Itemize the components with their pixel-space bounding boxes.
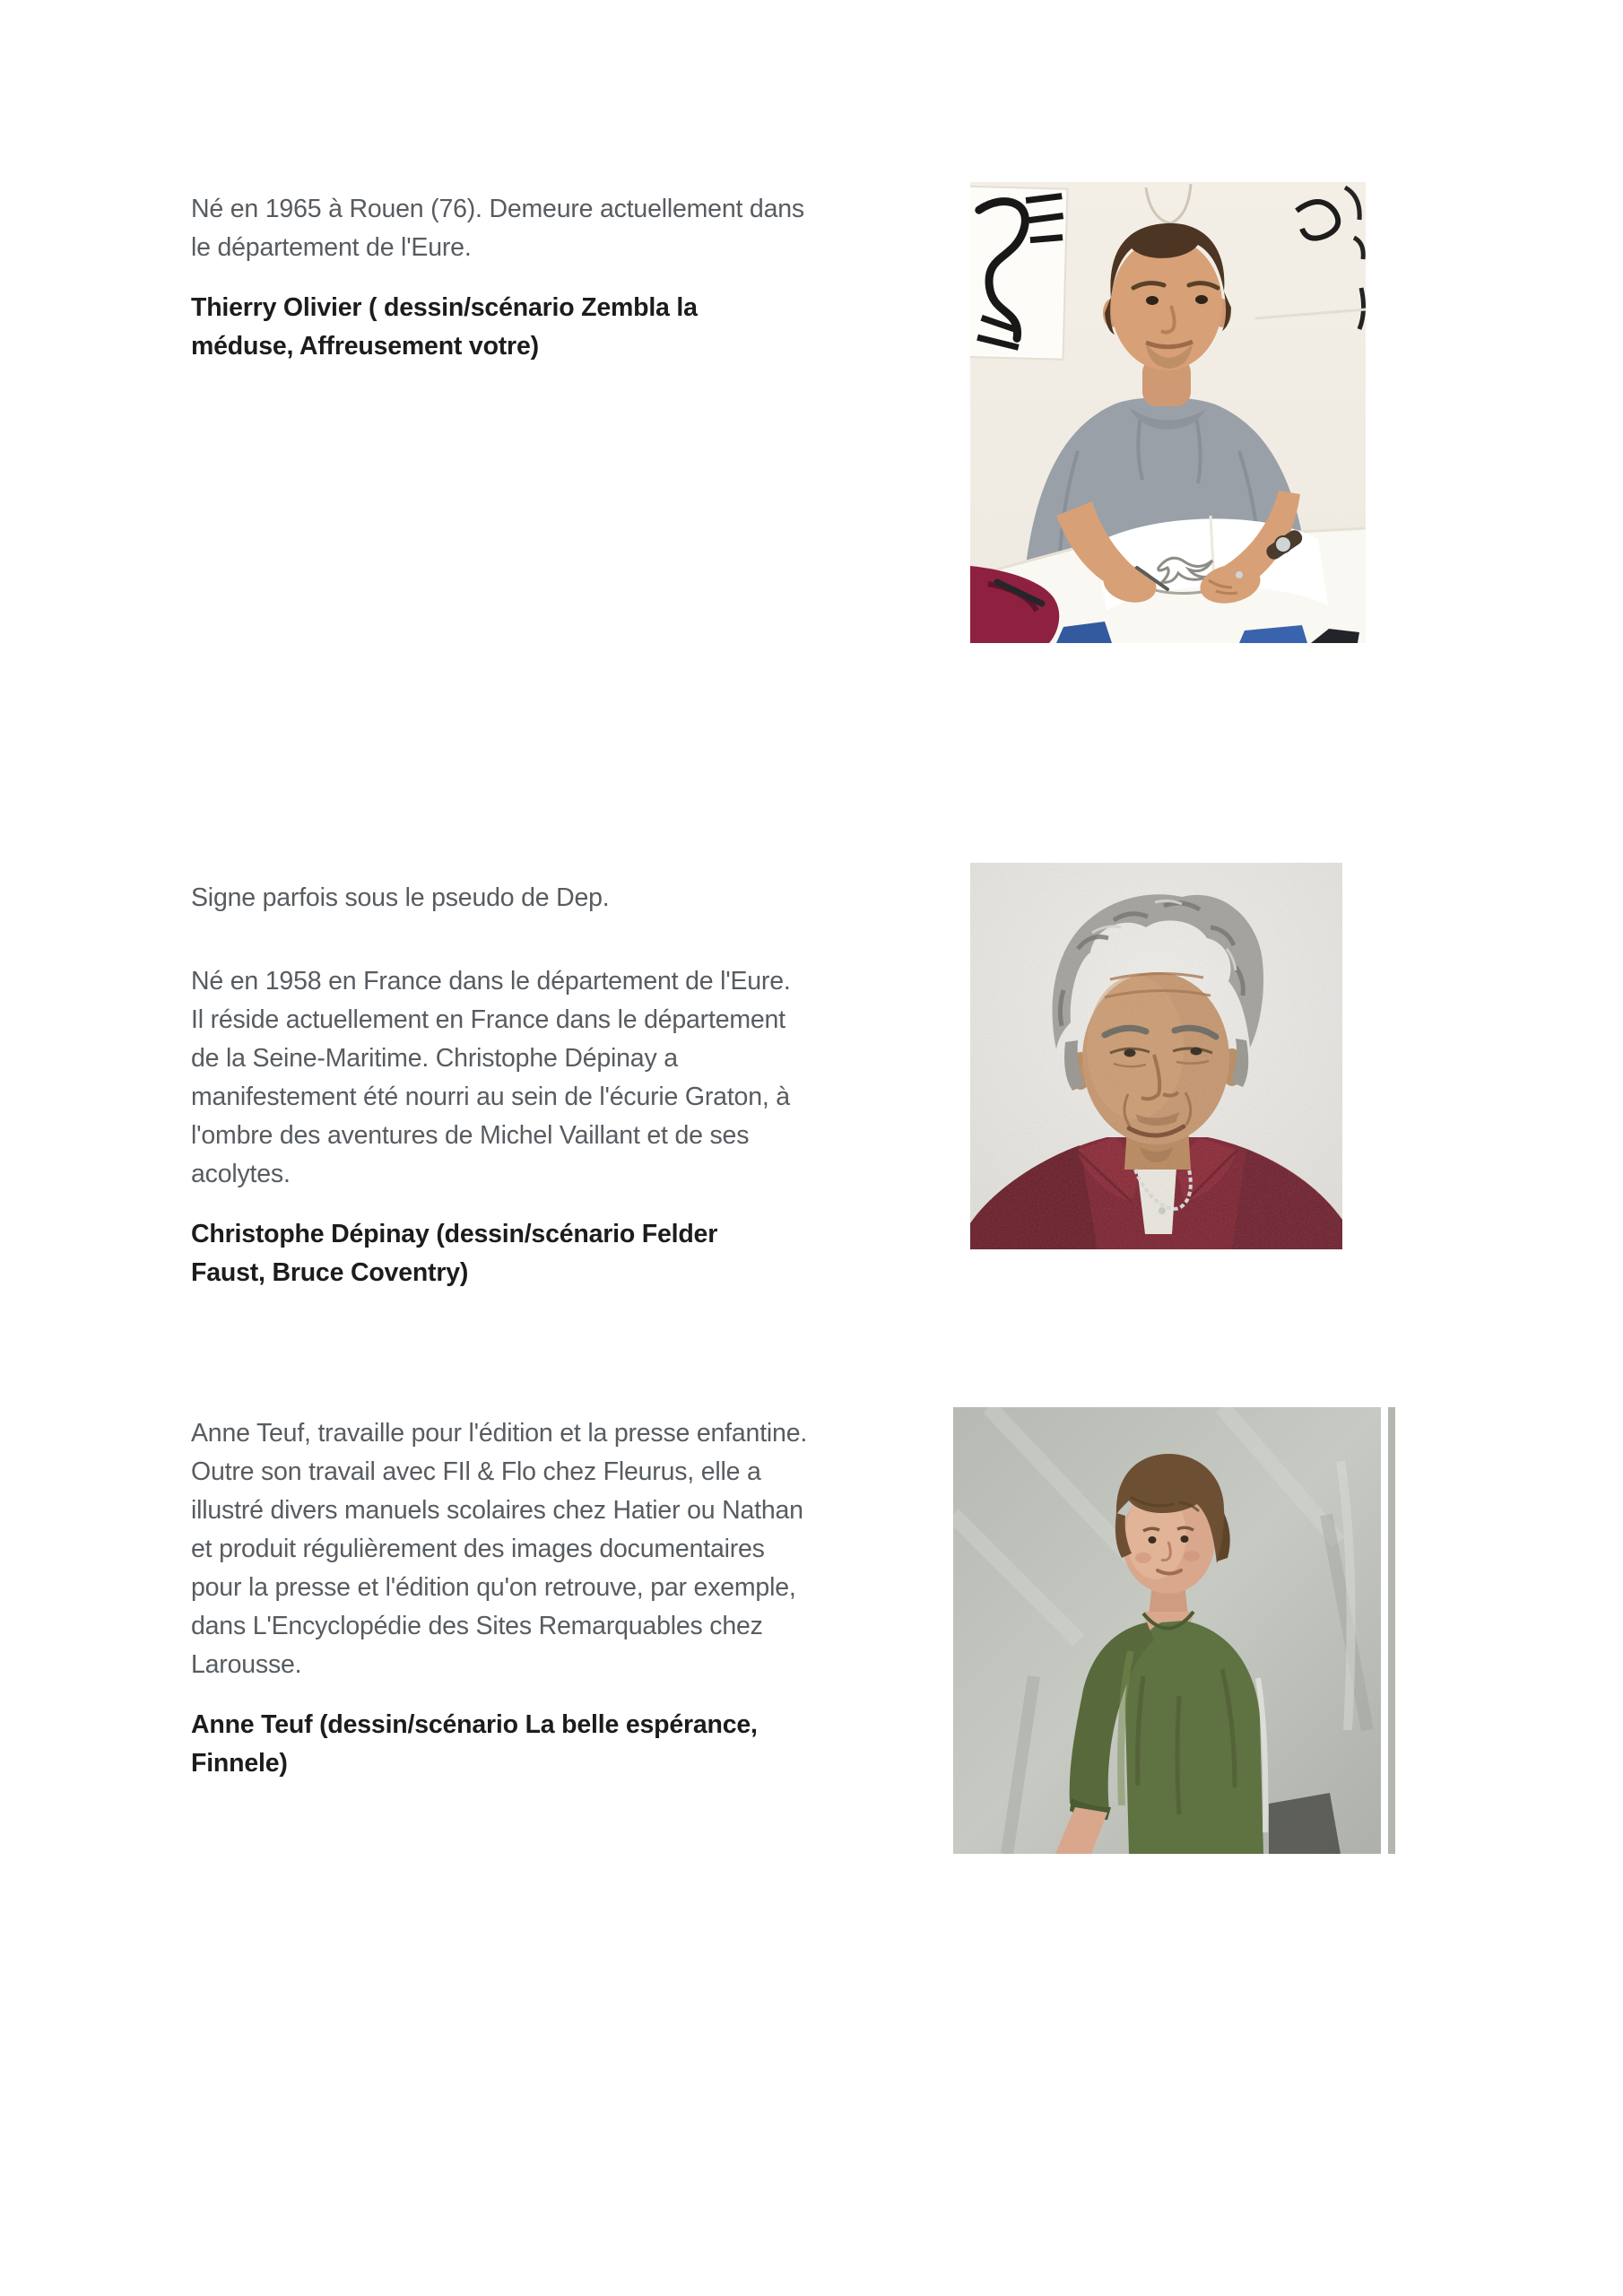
artist-name-caption: Christophe Dépinay (dessin/scénario Felder Faust, Bruce Coventry) xyxy=(191,1220,718,1287)
anne-teuf-illustration xyxy=(953,1407,1395,1854)
bio-section-christophe-depinay xyxy=(191,879,810,1292)
photo-edge-gap xyxy=(1381,1407,1388,1854)
bio-text: Anne Teuf, travaille pour l'édition et la presse enfantine. Outre son travail avec FIl & Flo chez Fleurus, elle a illustré divers manuels scolaires chez Hatier ou Nathan et produit régulièrement des images documentaires pour la presse et l'édition qu'on retrouve, par exemple, dans L'Encyclopédie des Sites Remarquables chez Larousse. xyxy=(191,1419,808,1679)
artist-name-caption: Anne Teuf (dessin/scénario La belle espérance, Finnele) xyxy=(191,1710,758,1778)
photo-christophe-depinay xyxy=(970,863,1342,1249)
bio-text: Né en 1958 en France dans le département de l'Eure. Il réside actuellement en France dans le département de la Seine-Maritime. Christophe Dépinay a manifestement été nourri au sein de l'écurie Graton, à l'ombre des aventures de Michel Vaillant et de ses acolytes. xyxy=(191,967,791,1188)
bio-text: Signe parfois sous le pseudo de Dep. xyxy=(191,883,610,912)
photo-grain-overlay xyxy=(970,863,1342,1249)
artist-name-caption: Thierry Olivier ( dessin/scénario Zembla la méduse, Affreusement votre) xyxy=(191,293,698,361)
photo-anne-teuf xyxy=(953,1407,1395,1854)
photo-thierry-olivier xyxy=(970,182,1366,643)
thierry-olivier-illustration xyxy=(970,182,1366,643)
bio-text: Né en 1965 à Rouen (76). Demeure actuellement dans le département de l'Eure. xyxy=(191,195,804,262)
bio-section-anne-teuf xyxy=(191,1414,810,1783)
photo-edge-strip xyxy=(1388,1407,1395,1854)
wall-artwork-left xyxy=(970,186,1067,359)
christophe-depinay-illustration xyxy=(970,863,1342,1249)
backdrop-shadow xyxy=(1269,1793,1341,1854)
bio-section-thierry-olivier xyxy=(191,190,810,366)
